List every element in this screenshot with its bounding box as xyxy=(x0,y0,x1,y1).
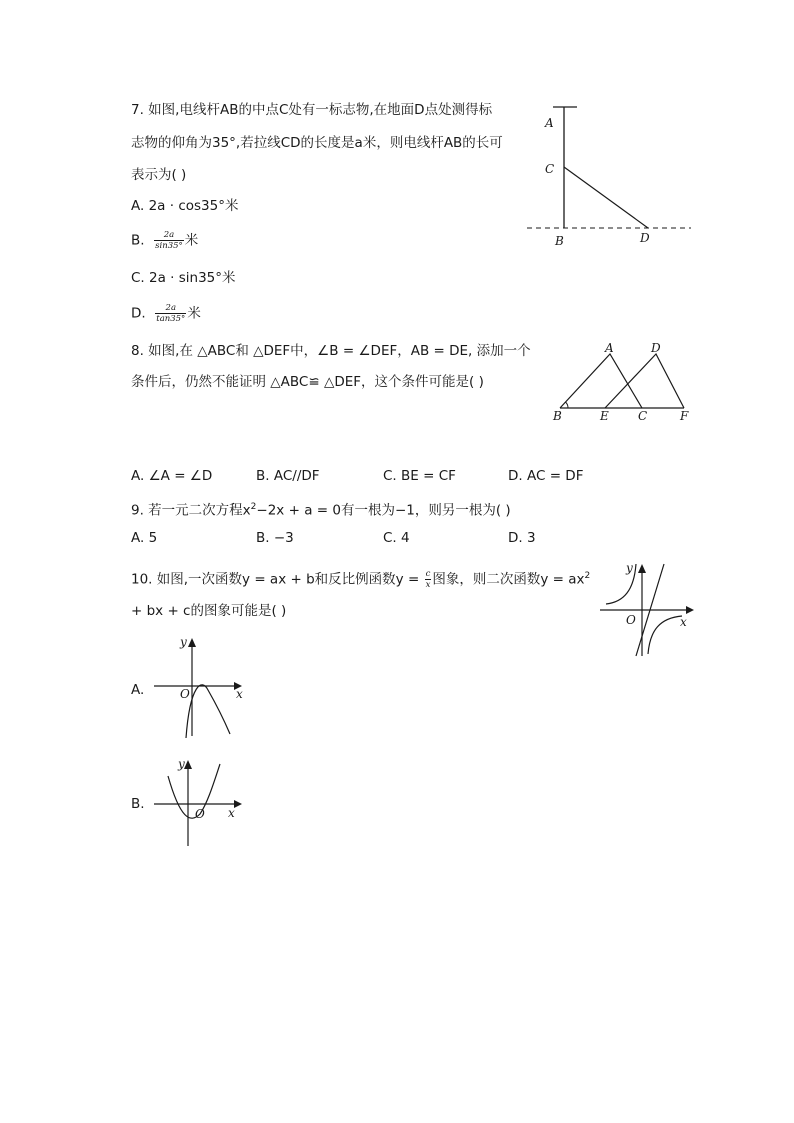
label-b: B xyxy=(555,234,564,248)
y-axis-arrow xyxy=(184,760,192,769)
triangle-def xyxy=(605,354,684,408)
x-axis-arrow xyxy=(686,606,694,614)
q10-option-a-graph[interactable] xyxy=(150,632,255,742)
q8-line-1: 8. 如图,在 △ABC和 △DEF中，∠B = ∠DEF，AB = DE, 添加一个 xyxy=(131,343,531,359)
q10-line-1 xyxy=(131,566,590,590)
label-a: A xyxy=(545,116,554,130)
q7-option-a[interactable]: A. 2a · cos35°米 xyxy=(131,198,239,214)
x-label: x xyxy=(680,615,687,629)
origin-label: O xyxy=(180,687,190,701)
origin-label: O xyxy=(626,613,636,627)
label-e: E xyxy=(600,409,609,423)
q7-option-d[interactable] xyxy=(131,303,201,324)
q7-line-3: 表示为( ) xyxy=(131,167,187,183)
q9-option-d[interactable]: D. 3 xyxy=(508,530,536,546)
q8-triangles-figure xyxy=(550,338,700,428)
label-c: C xyxy=(545,162,555,176)
label-f: F xyxy=(680,409,689,423)
cable-cd xyxy=(564,167,648,228)
x-label: x xyxy=(236,687,243,701)
origin-label: O xyxy=(195,807,205,821)
q8-line-2: 条件后，仍然不能证明 △ABC≌ △DEF，这个条件可能是( ) xyxy=(131,374,484,390)
label-b: B xyxy=(553,409,562,423)
q10-option-b[interactable]: B. xyxy=(131,796,145,812)
q7-line-2: 志物的仰角为35°,若拉线CD的长度是a米，则电线杆AB的长可 xyxy=(131,135,503,151)
q7-option-c[interactable]: C. 2a · sin35°米 xyxy=(131,270,236,286)
q9-option-a[interactable]: A. 5 xyxy=(131,530,158,546)
q10-given-graph xyxy=(598,560,698,660)
q7-option-d-fraction xyxy=(155,303,186,324)
x-label: x xyxy=(228,806,235,820)
q10-text-post: 图象，则二次函数y = ax xyxy=(432,571,585,588)
q9-line-1 xyxy=(131,497,511,521)
angle-b-mark xyxy=(566,402,569,408)
q10-text-pre: 10. 如图,一次函数y = ax + b和反比例函数y = xyxy=(131,571,420,588)
q7-pole-figure xyxy=(525,100,695,250)
fraction-numerator: 2a xyxy=(154,230,184,241)
q10-option-a[interactable]: A. xyxy=(131,682,145,698)
q9-text-pre: 9. 若一元二次方程x xyxy=(131,502,251,519)
q9-option-c[interactable]: C. 4 xyxy=(383,530,410,546)
parabola xyxy=(186,685,230,738)
y-axis-arrow xyxy=(188,638,196,647)
parabola xyxy=(168,764,220,818)
q8-option-c[interactable]: C. BE = CF xyxy=(383,468,456,484)
q7-option-b[interactable] xyxy=(131,230,198,251)
label-a: A xyxy=(605,341,614,355)
q7-option-b-label: B. xyxy=(131,232,145,249)
y-label: y xyxy=(178,757,185,771)
q7-line-1: 7. 如图,电线杆AB的中点C处有一标志物,在地面D点处测得标 xyxy=(131,102,493,118)
q8-option-b[interactable]: B. AC//DF xyxy=(256,468,320,484)
q10-fraction xyxy=(425,569,432,590)
y-axis-arrow xyxy=(638,564,646,573)
fraction-denominator: sin35° xyxy=(155,241,183,251)
q8-option-d[interactable]: D. AC = DF xyxy=(508,468,584,484)
q10-line-2: + bx + c的图象可能是( ) xyxy=(131,603,287,619)
y-label: y xyxy=(180,635,187,649)
q7-option-b-fraction xyxy=(154,230,184,251)
fraction-denominator: tan35° xyxy=(156,314,186,324)
q10-option-b-graph[interactable] xyxy=(150,752,255,852)
q8-option-a[interactable]: A. ∠A = ∠D xyxy=(131,468,213,484)
fraction-numerator: 2a xyxy=(155,303,186,314)
y-label: y xyxy=(626,561,633,575)
label-c: C xyxy=(638,409,648,423)
q7-option-d-label: D. xyxy=(131,305,146,322)
hyperbola-branch-right xyxy=(648,616,682,654)
label-d: D xyxy=(640,231,650,245)
q7-option-d-unit: 米 xyxy=(187,305,201,322)
q9-option-b[interactable]: B. −3 xyxy=(256,530,294,546)
q9-text-post: −2x + a = 0有一根为−1，则另一根为( ) xyxy=(256,502,511,519)
q10-exponent: 2 xyxy=(584,571,591,581)
fraction-denominator: x xyxy=(425,580,431,590)
x-axis-arrow xyxy=(234,800,242,808)
fraction-numerator: c xyxy=(425,569,431,579)
label-d: D xyxy=(651,341,661,355)
q9-exponent: 2 xyxy=(250,502,257,512)
q7-option-b-unit: 米 xyxy=(184,232,199,249)
